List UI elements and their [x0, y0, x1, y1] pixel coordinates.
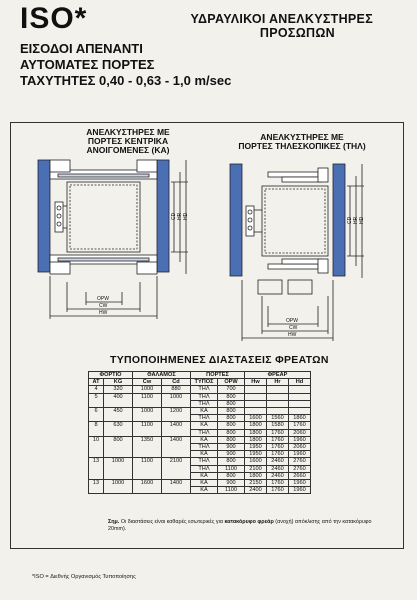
table-row — [89, 458, 311, 465]
cell-hr: 1580 — [267, 422, 289, 429]
cell-at: 6 — [89, 408, 104, 422]
cell-type: ΚΑ — [191, 436, 218, 443]
header-line-3: ΤΑΧΥΤΗΤΕΣ 0,40 - 0,63 - 1,0 m/sec — [20, 73, 232, 88]
cell-kg: 320 — [104, 386, 133, 393]
opw-label-left: OPW — [97, 296, 109, 302]
cell-hd — [289, 386, 311, 393]
header-right-line-2: ΠΡΟΣΩΠΩΝ — [259, 26, 335, 40]
cell-hr — [267, 400, 289, 407]
cell-hw: 1950 — [245, 444, 267, 451]
cell-opw: 800 — [218, 408, 245, 415]
col-header-cw: Cw — [133, 379, 162, 386]
cell-cw: 1100 — [133, 393, 162, 407]
cell-hd: 1960 — [289, 436, 311, 443]
cell-type: ΤΗΛ — [191, 458, 218, 465]
header-line-2: ΑΥΤΟΜΑΤΕΣ ΠΟΡΤΕΣ — [20, 57, 155, 72]
cell-type: ΚΑ — [191, 422, 218, 429]
cell-at: 10 — [89, 436, 104, 458]
hr-label-left: HR — [177, 212, 183, 220]
cell-at: 5 — [89, 393, 104, 407]
cell-hd: 1960 — [289, 480, 311, 487]
cell-hd: 1760 — [289, 422, 311, 429]
cell-hw: 2400 — [245, 487, 267, 494]
cell-opw: 800 — [218, 458, 245, 465]
col-header-type: ΤΥΠΟΣ — [191, 379, 218, 386]
cell-opw: 800 — [218, 400, 245, 407]
cell-hd — [289, 400, 311, 407]
cell-type: ΚΑ — [191, 480, 218, 487]
cd-label-left: CD — [171, 212, 177, 220]
note-lead: Σημ. — [108, 519, 120, 525]
cell-kg: 630 — [104, 422, 133, 436]
cell-opw: 800 — [218, 429, 245, 436]
table-row — [89, 436, 311, 443]
cell-hd: 2760 — [289, 465, 311, 472]
header-right-line-1: ΥΔΡΑΥΛΙΚΟΙ ΑΝΕΛΚΥΣΤΗΡΕΣ — [190, 12, 373, 26]
cell-at: 13 — [89, 458, 104, 480]
cell-cw: 1000 — [133, 386, 162, 393]
col-header-hw: Hw — [245, 379, 267, 386]
telescopic-shaft-plan — [222, 156, 397, 346]
cell-hd: 2660 — [289, 472, 311, 479]
cell-hr: 1560 — [267, 415, 289, 422]
table-note — [108, 519, 390, 533]
group-header-car: ΘΑΛΑΜΟΣ — [133, 372, 191, 379]
cell-hr: 1760 — [267, 444, 289, 451]
cell-cd: 1400 — [162, 480, 191, 494]
cell-hw: 1800 — [245, 472, 267, 479]
cell-hw: 1600 — [245, 458, 267, 465]
cell-kg: 800 — [104, 436, 133, 458]
cell-opw: 1100 — [218, 465, 245, 472]
table-row — [89, 386, 311, 393]
cell-hr: 1760 — [267, 480, 289, 487]
cell-opw: 700 — [218, 386, 245, 393]
cell-kg: 400 — [104, 393, 133, 407]
cell-cw: 1600 — [133, 480, 162, 494]
col-header-hd: Hd — [289, 379, 311, 386]
cell-hr: 1760 — [267, 429, 289, 436]
cell-hw: 2100 — [245, 465, 267, 472]
cell-cd: 1400 — [162, 436, 191, 458]
cell-type: ΚΑ — [191, 487, 218, 494]
table-row — [89, 408, 311, 415]
cell-hw: 1950 — [245, 451, 267, 458]
cw-label-right: CW — [289, 325, 298, 331]
cell-hw: 2150 — [245, 480, 267, 487]
cell-hw: 1800 — [245, 422, 267, 429]
cell-hw — [245, 393, 267, 400]
cell-cw: 1100 — [133, 458, 162, 480]
cell-hd — [289, 393, 311, 400]
cell-opw: 800 — [218, 436, 245, 443]
cell-hw: 1800 — [245, 429, 267, 436]
cell-cd: 880 — [162, 386, 191, 393]
cell-cw: 1350 — [133, 436, 162, 458]
table-body — [89, 386, 311, 494]
col-header-opw: OPW — [218, 379, 245, 386]
cell-hw: 1600 — [245, 415, 267, 422]
cell-hd: 2060 — [289, 444, 311, 451]
group-header-doors: ΠΟΡΤΕΣ — [191, 372, 245, 379]
group-header-shaft: ΦΡΕΑΡ — [245, 372, 311, 379]
table-title: ΤΥΠΟΠΟΙΗΜΕΝΕΣ ΔΙΑΣΤΑΣΕΙΣ ΦΡΕΑΤΩΝ — [110, 354, 329, 366]
col-header-hr: Hr — [267, 379, 289, 386]
cd-label-right: CD — [347, 216, 353, 224]
cell-hr: 2460 — [267, 465, 289, 472]
group-header-load: ΦΟΡΤΙΟ — [89, 372, 133, 379]
cell-hd: 1860 — [289, 415, 311, 422]
hd-label-left: HD — [183, 212, 189, 220]
cell-hw — [245, 386, 267, 393]
cell-hd — [289, 408, 311, 415]
col-header-cd: Cd — [162, 379, 191, 386]
cell-opw: 900 — [218, 444, 245, 451]
cell-type: ΤΗΛ — [191, 444, 218, 451]
cell-hd: 2760 — [289, 458, 311, 465]
cell-opw: 1100 — [218, 487, 245, 494]
cell-hd: 2060 — [289, 429, 311, 436]
cell-type: ΤΗΛ — [191, 415, 218, 422]
center-opening-shaft-plan — [30, 152, 205, 337]
cell-hr — [267, 393, 289, 400]
cw-label-left: CW — [99, 303, 108, 309]
left-drawing-caption: ΑΝΕΛΚΥΣΤΗΡΕΣ ΜΕ ΠΟΡΤΕΣ ΚΕΝΤΡΙΚΑ ΑΝΟΙΓΟΜΕΝΕΣ (ΚΑ) — [86, 127, 170, 155]
cell-hr: 1760 — [267, 487, 289, 494]
cell-hr: 2460 — [267, 458, 289, 465]
col-header-kg: KG — [104, 379, 133, 386]
note-bold-1: κατακόρυφο φρεάρ — [224, 519, 274, 525]
opw-label-right: OPW — [286, 318, 298, 324]
cell-cd: 1200 — [162, 408, 191, 422]
cell-type: ΤΗΛ — [191, 400, 218, 407]
cell-type: ΚΑ — [191, 408, 218, 415]
cell-kg: 1000 — [104, 458, 133, 480]
cell-cd: 1000 — [162, 393, 191, 407]
cell-type: ΤΗΛ — [191, 386, 218, 393]
cell-hr — [267, 386, 289, 393]
right-drawing-caption: ΑΝΕΛΚΥΣΤΗΡΕΣ ΜΕ ΠΟΡΤΕΣ ΤΗΛΕΣΚΟΠΙΚΕΣ (ΤΗΛ) — [238, 132, 366, 151]
cell-hw — [245, 400, 267, 407]
note-text-2: (ανοχή) απόκλισης από την κατακόρυφο 20mm). — [108, 519, 372, 532]
hr-label-right: HR — [353, 216, 359, 224]
note-text-1: Οι διαστάσεις είναι καθαρές εσωτερικές για — [119, 519, 225, 525]
cell-at: 4 — [89, 386, 104, 393]
table-row — [89, 393, 311, 400]
iso-footnote: *ISO = Διεθνής Οργανισμός Τυποποίησης — [32, 574, 136, 580]
col-header-at: AT — [89, 379, 104, 386]
cell-at: 13 — [89, 480, 104, 494]
cell-cd: 1400 — [162, 422, 191, 436]
cell-hw: 1800 — [245, 436, 267, 443]
cell-kg: 450 — [104, 408, 133, 422]
cell-opw: 800 — [218, 393, 245, 400]
table-row — [89, 422, 311, 429]
cell-cd: 2100 — [162, 458, 191, 480]
shaft-dimensions-table — [88, 371, 311, 494]
cell-type: ΤΗΛ — [191, 393, 218, 400]
cell-at: 8 — [89, 422, 104, 436]
cell-kg: 1000 — [104, 480, 133, 494]
cell-hd: 1960 — [289, 451, 311, 458]
cell-hd: 1960 — [289, 487, 311, 494]
cell-type: ΚΑ — [191, 472, 218, 479]
cell-type: ΚΑ — [191, 451, 218, 458]
table-row — [89, 480, 311, 487]
cell-hr: 1760 — [267, 451, 289, 458]
hd-label-right: HD — [359, 216, 365, 224]
header-line-1: ΕΙΣΟΔΟΙ ΑΠΕΝΑΝΤΙ — [20, 41, 143, 56]
cell-cw: 1100 — [133, 422, 162, 436]
cell-hr — [267, 408, 289, 415]
cell-opw: 900 — [218, 480, 245, 487]
cell-hr: 2460 — [267, 472, 289, 479]
cell-opw: 900 — [218, 451, 245, 458]
cell-hw — [245, 408, 267, 415]
iso-logo: ISO* — [20, 2, 88, 35]
hw-label-left: HW — [99, 310, 108, 316]
cell-hr: 1760 — [267, 436, 289, 443]
cell-type: ΤΗΛ — [191, 465, 218, 472]
cell-opw: 800 — [218, 472, 245, 479]
cell-cw: 1000 — [133, 408, 162, 422]
cell-opw: 800 — [218, 422, 245, 429]
cell-type: ΤΗΛ — [191, 429, 218, 436]
hw-label-right: HW — [288, 332, 297, 338]
cell-opw: 800 — [218, 415, 245, 422]
